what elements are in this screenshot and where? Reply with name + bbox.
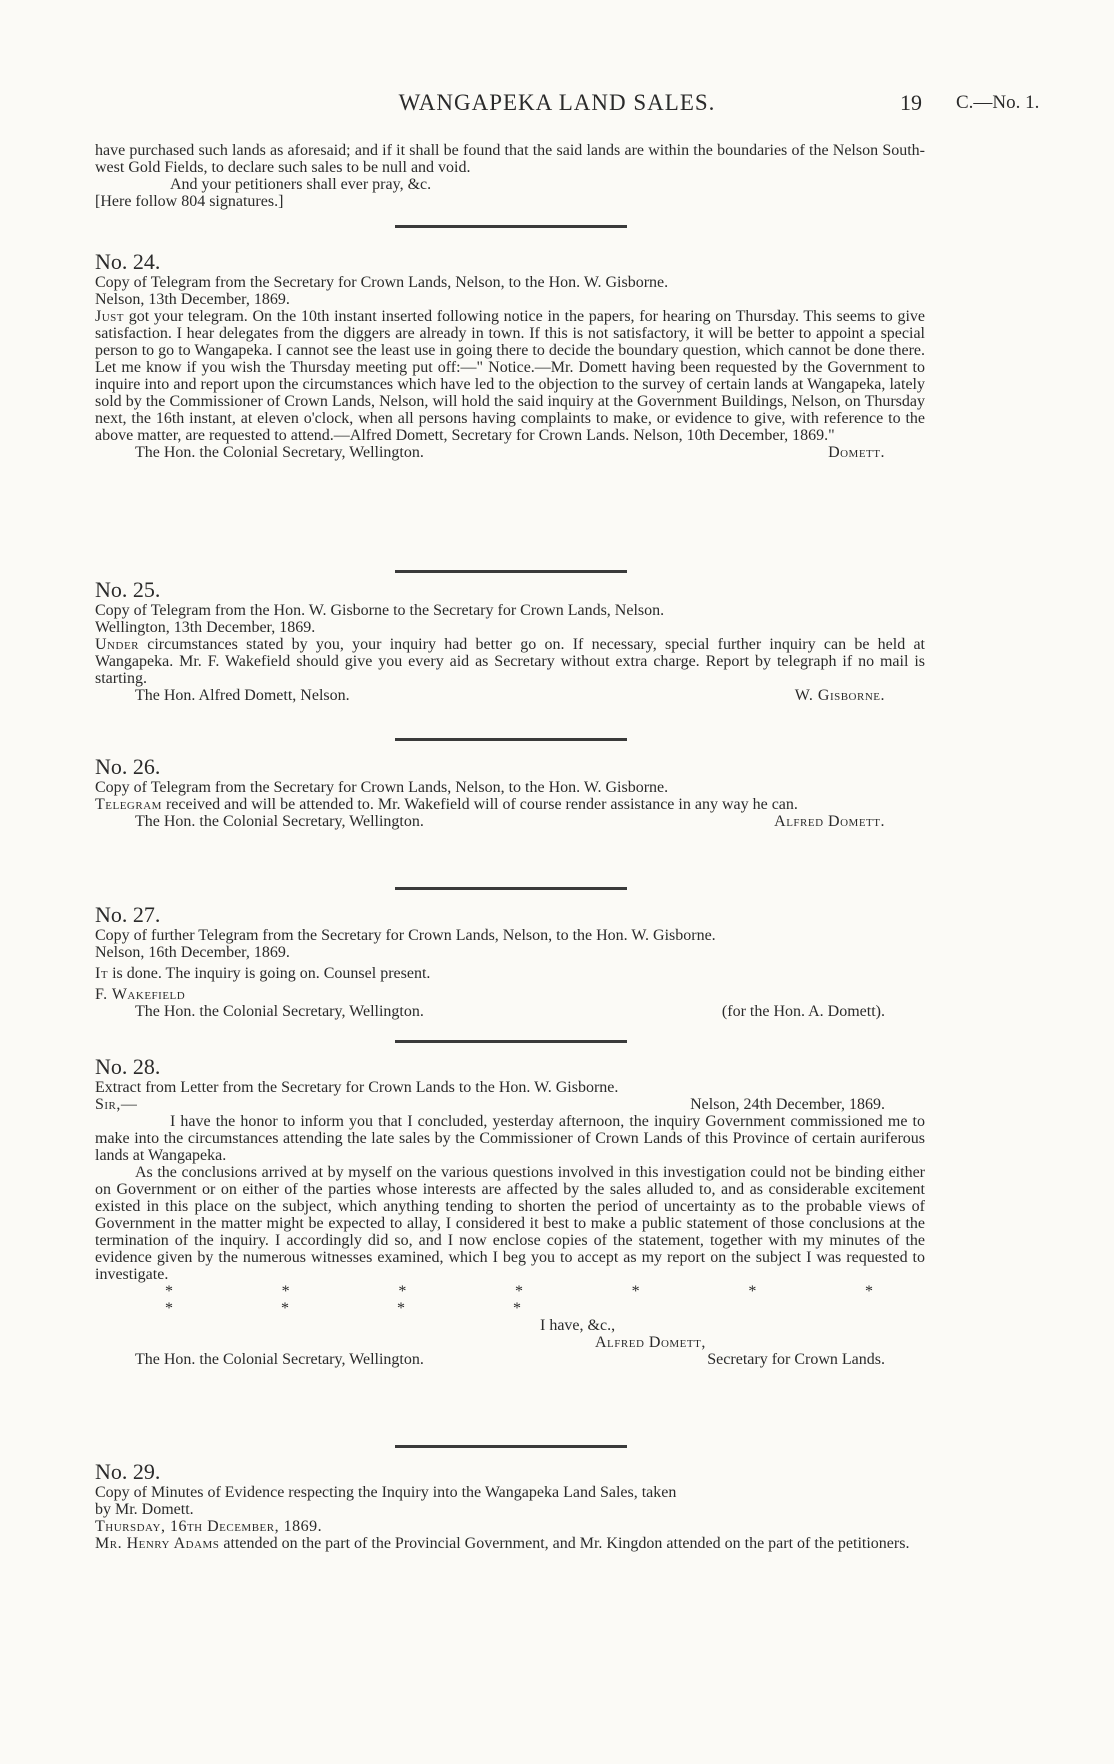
addressee: The Hon. the Colonial Secretary, Wellington. — [135, 1351, 424, 1368]
signature: F. Wakefield — [95, 986, 186, 1003]
section-caption: Copy of Minutes of Evidence respecting the Inquiry into the Wangapeka Land Sales, taken — [95, 1484, 677, 1501]
addressee: The Hon. Alfred Domett, Nelson. — [135, 687, 350, 704]
body-text: circumstances stated by you, your inquiry had better go on. If necessary, special further inquiry can be held at Wangapeka. Mr. F. Wakefield should give you every aid as Secretary without extra charge. Report by telegraph if no mail is starting. — [95, 636, 926, 687]
addressee: The Hon. the Colonial Secretary, Wellington. — [135, 444, 424, 461]
petition-ending — [95, 142, 925, 210]
petition-paragraph: have purchased such lands as aforesaid; and if it shall be found that the said lands are within the boundaries of the Nelson South-west Gold Fields, to declare such sales to be null and void. — [95, 142, 925, 176]
lead-word: Mr. Henry Adams — [95, 1535, 220, 1552]
signature-row — [95, 1003, 925, 1020]
body-text: attended on the part of the Provincial Government, and Mr. Kingdon attended on the part of the petitioners. — [223, 1535, 910, 1552]
signature: Alfred Domett. — [774, 813, 885, 830]
section-heading: No. 24. — [95, 249, 161, 274]
omission-stars: * * * * * * * * * * * — [165, 1283, 925, 1317]
section-divider — [395, 738, 627, 741]
section-date: Nelson, 24th December, 1869. — [690, 1096, 885, 1113]
section-caption: Copy of further Telegram from the Secretary for Crown Lands, Nelson, to the Hon. W. Gisborne. — [95, 927, 716, 944]
letter-paragraph: As the conclusions arrived at by myself on the various questions involved in this investigation could not be binding either on Government or on either of the parties whose interests are affected by the sales alluded to, and as considerable excitement existed in this place on the subject, which anything tending to shorten the period of uncertainty as to the probable views of Government in the matter might be expected to allay, I considered it best to make a public statement of those conclusions at the termination of the inquiry. I accordingly did so, and I now enclose copies of the statement, together with my minutes of the evidence given by the numerous witnesses examined, which I beg you to accept as my report on the subject I was requested to investigate. — [95, 1164, 925, 1283]
petition-signatures: [Here follow 804 signatures.] — [95, 193, 284, 210]
addressee: The Hon. the Colonial Secretary, Wellington. — [135, 813, 424, 830]
body-text: is done. The inquiry is going on. Counsel present. — [112, 965, 431, 982]
section-heading: No. 26. — [95, 754, 161, 779]
section-caption: Copy of Telegram from the Secretary for Crown Lands, Nelson, to the Hon. W. Gisborne. — [95, 274, 669, 291]
body-text: received and will be attended to. Mr. Wakefield will of course render assistance in any way he can. — [165, 796, 798, 813]
signature-row — [95, 687, 925, 704]
section-body — [95, 965, 925, 982]
section-caption: Extract from Letter from the Secretary for Crown Lands to the Hon. W. Gisborne. — [95, 1079, 619, 1096]
salutation: Sir,— — [95, 1096, 138, 1113]
section-caption: Copy of Telegram from the Hon. W. Gisborne to the Secretary for Crown Lands, Nelson. — [95, 602, 665, 619]
section-divider — [395, 1445, 627, 1448]
letter-paragraph: I have the honor to inform you that I concluded, yesterday afternoon, the inquiry Government commissioned me to make into the circumstances attending the late sales by the Commissioner of Crown Lands of this Province of certain auriferous lands at Wangapeka. — [95, 1113, 925, 1164]
section-date: Wellington, 13th December, 1869. — [95, 619, 316, 636]
signature: Alfred Domett, — [595, 1334, 706, 1351]
section-caption: Copy of Telegram from the Secretary for Crown Lands, Nelson, to the Hon. W. Gisborne. — [95, 779, 669, 796]
section-heading: No. 25. — [95, 577, 161, 602]
section-heading: No. 27. — [95, 902, 161, 927]
signature: Domett. — [828, 444, 885, 461]
section-no-27 — [95, 903, 925, 1020]
body-text: got your telegram. On the 10th instant inserted following notice in the papers, for hearing on Thursday. This seems to give satisfaction. I hear delegates from the diggers are already in town. If this is not satisfactory, it will be better to appoint a special person to go to Wangapeka. I cannot see the least use in going there to decide the boundary question, which cannot be done there. Let me know if you wish the Thursday meeting put off:—" Notice.—Mr. Domett having been requested by the Government to inquire into and report upon the circumstances which have led to the objection to the survey of certain lands at Wangapeka, lately sold by the Commissioner of Crown Lands, Nelson, will hold the said inquiry at the Government Buildings, Nelson, on Thursday next, the 16th instant, at eleven o'clock, when all persons having complaints to make, or evidence to give, with reference to the above matter, are requested to attend.—Alfred Domett, Secretary for Crown Lands. Nelson, 10th December, 1869." — [95, 308, 925, 444]
lead-word: Under — [95, 636, 139, 653]
document-reference: C.—No. 1. — [956, 92, 1040, 113]
page-title: WANGAPEKA LAND SALES. — [398, 90, 716, 115]
section-divider — [395, 1040, 627, 1043]
section-no-25 — [95, 578, 925, 704]
section-no-29 — [95, 1460, 925, 1552]
section-divider — [395, 887, 627, 890]
section-heading: No. 29. — [95, 1459, 161, 1484]
letter-close: I have, &c., — [540, 1317, 616, 1334]
section-date: Nelson, 13th December, 1869. — [95, 291, 290, 308]
signature-row — [95, 444, 925, 461]
section-body — [95, 796, 925, 813]
lead-word: Just — [95, 308, 125, 325]
signature-title: Secretary for Crown Lands. — [707, 1351, 885, 1368]
lead-word: It — [95, 965, 109, 982]
section-date: Nelson, 16th December, 1869. — [95, 944, 290, 961]
section-divider — [395, 225, 627, 228]
section-divider — [395, 570, 627, 573]
petition-prayer: And your petitioners shall ever pray, &c. — [170, 176, 432, 193]
section-body — [95, 1535, 925, 1552]
signature-row — [95, 813, 925, 830]
signature: W. Gisborne. — [794, 687, 885, 704]
page-number: 19 — [900, 90, 922, 115]
section-heading: No. 28. — [95, 1054, 161, 1079]
signature-row — [95, 1351, 925, 1368]
section-caption: by Mr. Domett. — [95, 1501, 194, 1518]
signature-for: (for the Hon. A. Domett). — [721, 1003, 885, 1020]
section-body — [95, 308, 925, 444]
addressee: The Hon. the Colonial Secretary, Wellington. — [135, 1003, 424, 1020]
lead-word: Telegram — [95, 796, 162, 813]
section-date: Thursday, 16th December, 1869. — [95, 1518, 323, 1535]
section-no-28 — [95, 1055, 925, 1368]
section-no-24 — [95, 250, 925, 461]
section-no-26 — [95, 755, 925, 830]
section-body — [95, 636, 925, 687]
salutation-row — [95, 1096, 925, 1113]
